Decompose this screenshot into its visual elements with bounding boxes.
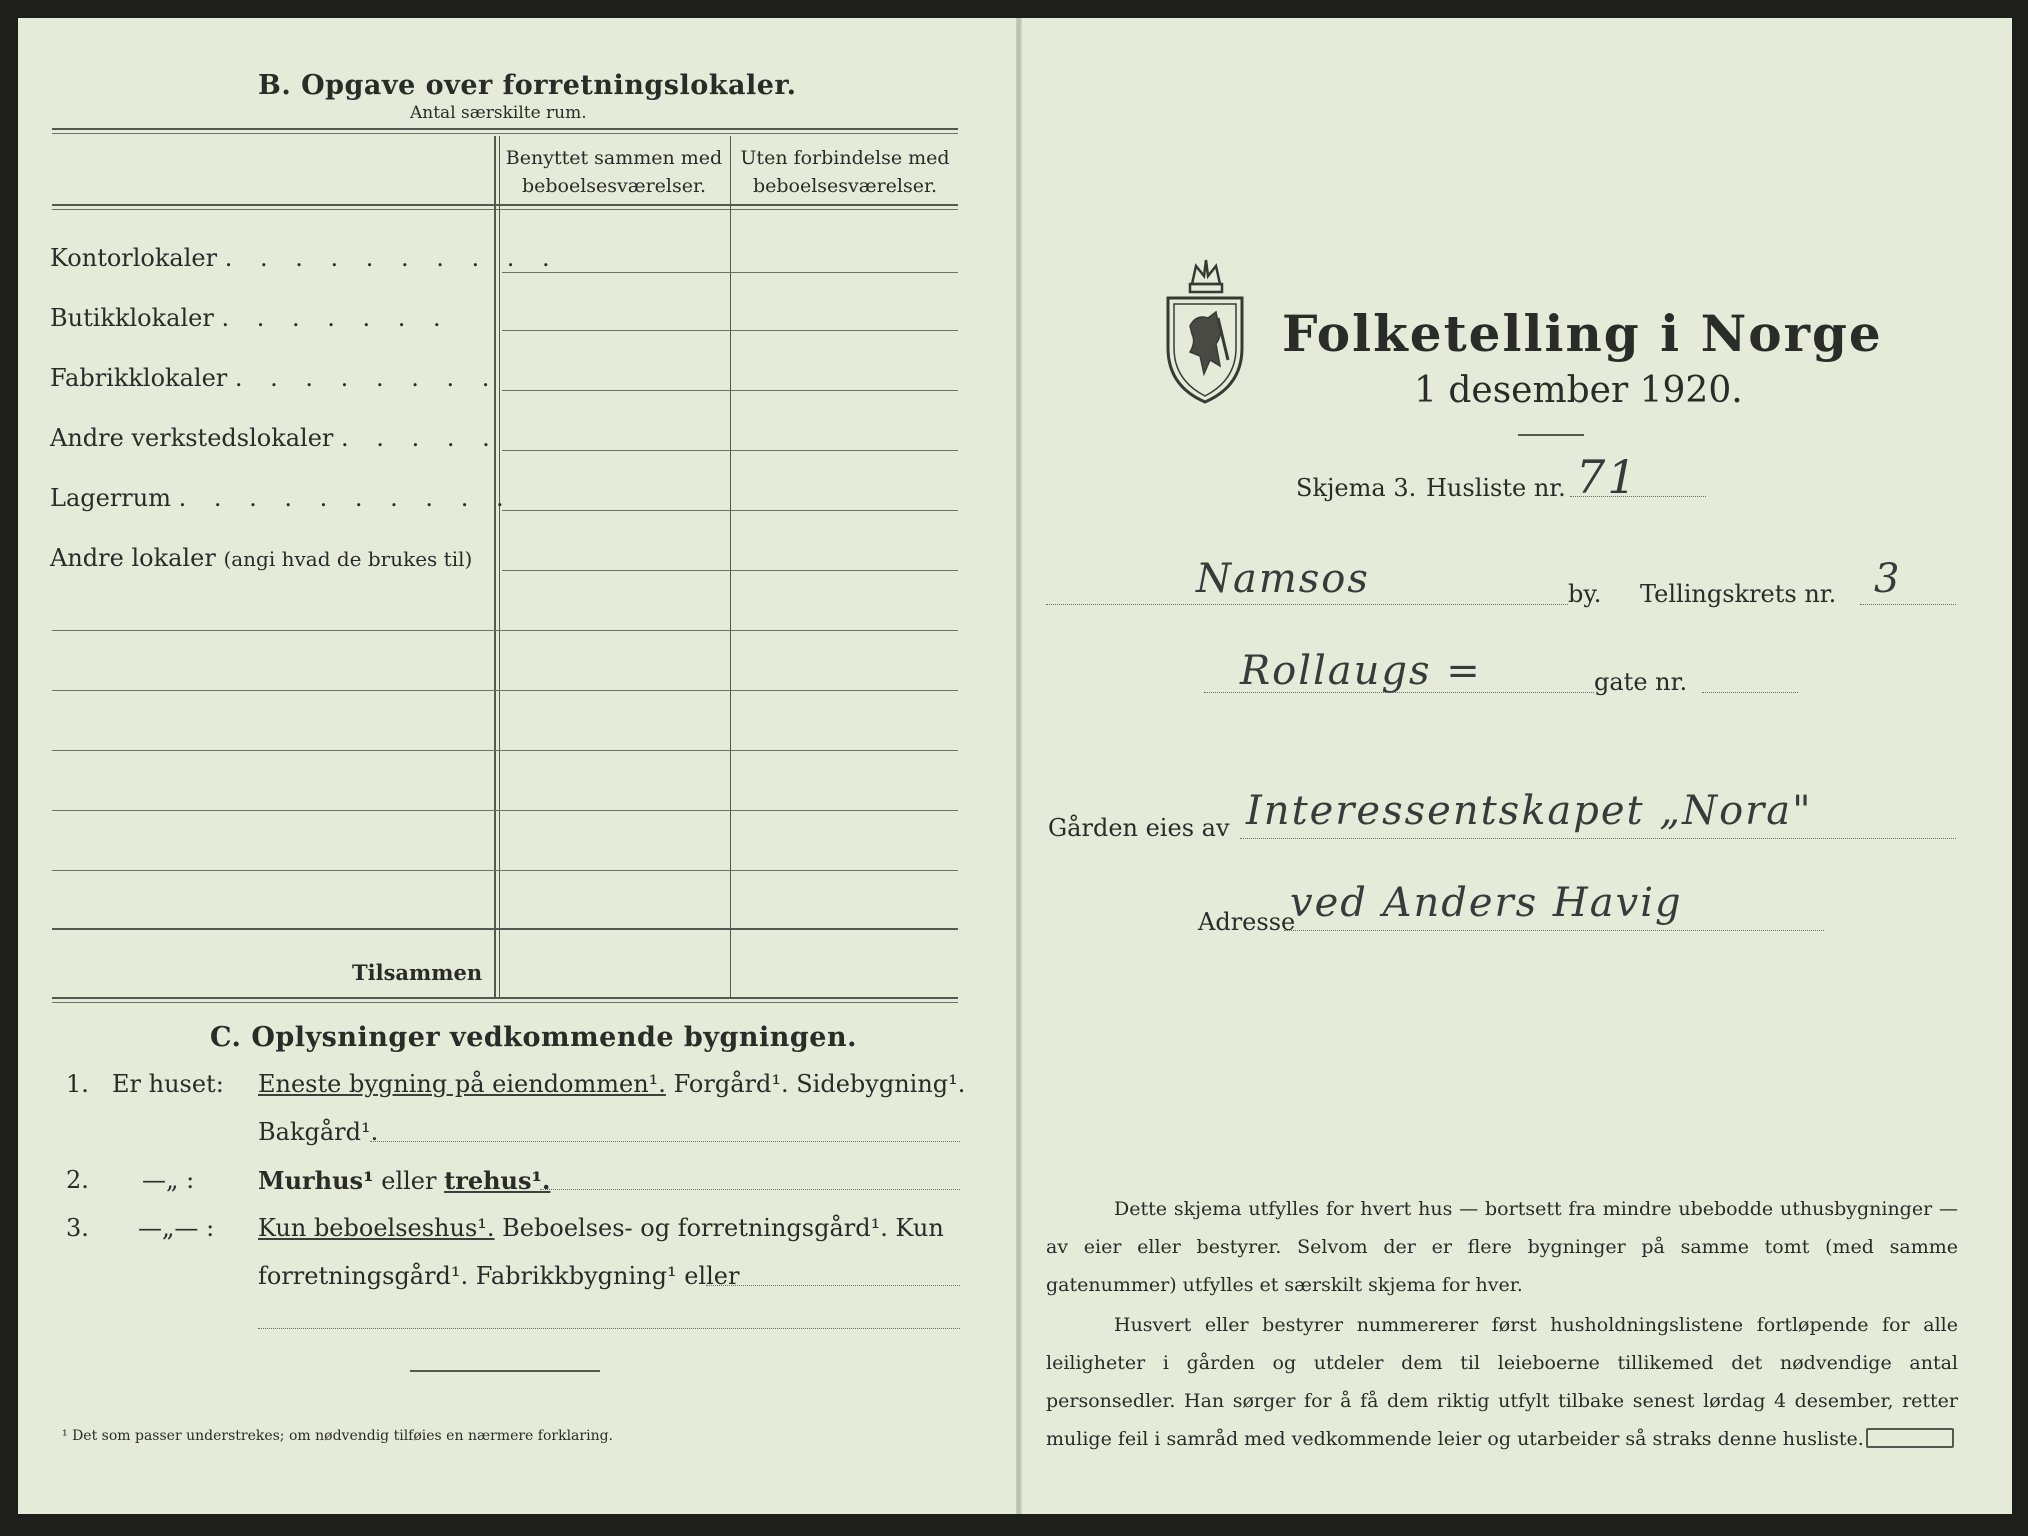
total-top-rule bbox=[52, 928, 958, 930]
address-line bbox=[1284, 930, 1824, 931]
question-3-number: 3. bbox=[66, 1214, 89, 1242]
street-name: Rollaugs = bbox=[1240, 648, 1482, 694]
street-line bbox=[1204, 692, 1594, 693]
street-label: gate nr. bbox=[1594, 668, 1688, 696]
address-value: ved Anders Havig bbox=[1290, 880, 1683, 926]
row-kontorlokaler: Kontorlokaler . . . . . . . . . . bbox=[50, 244, 560, 272]
total-bottom-rule bbox=[52, 997, 958, 999]
town-line bbox=[1046, 604, 1568, 605]
question-1-option-bakgard: Bakgård¹. bbox=[258, 1118, 379, 1146]
answer-line bbox=[258, 1328, 960, 1329]
instructions-paragraph-2: Husvert eller bestyrer nummererer først husholdningslistene fortløpende for alle leiligheter i gården og utdeler dem til leieboerne tillikemed det nødvendige antal personsedler. Han sørger for å få dem riktig utfylt tilbake senest lørdag 4 desember, retter mulige feil i samråd med vedkommende leier og utarbeider så straks denne husliste. bbox=[1046, 1314, 1958, 1450]
row-fabrikklokaler: Fabrikklokaler . . . . . . . . bbox=[50, 364, 500, 392]
instructions-paragraph-1: Dette skjema utfylles for hvert hus — bortsett fra mindre ubebodde uthusbygninger — av eier eller bestyrer. Selvom der er flere bygninger på samme tomt (med samme gatenummer) utfylles et særskilt skjema for hver. bbox=[1046, 1198, 1958, 1296]
cell-rule bbox=[502, 450, 958, 451]
cell-rule bbox=[502, 570, 958, 571]
section-b-title: B. Opgave over forretningslokaler. bbox=[258, 70, 797, 101]
row-butikklokaler: Butikklokaler . . . . . . . bbox=[50, 304, 451, 332]
town-name: Namsos bbox=[1196, 556, 1370, 602]
question-2-number: 2. bbox=[66, 1166, 89, 1194]
district-number: 3 bbox=[1874, 556, 1902, 602]
section-b-subtitle: Antal særskilte rum. bbox=[410, 103, 587, 123]
blank-row-rule bbox=[52, 690, 958, 691]
printer-mark bbox=[1866, 1428, 1954, 1448]
page-title: Folketelling i Norge bbox=[1282, 304, 1883, 363]
owner-label: Gården eies av bbox=[1048, 814, 1230, 842]
table-top-rule bbox=[52, 128, 958, 130]
schema-label: Skjema 3. bbox=[1296, 474, 1417, 502]
row-andre-verkstedslokaler: Andre verkstedslokaler . . . . . bbox=[50, 424, 500, 452]
street-number-line bbox=[1702, 692, 1798, 693]
question-3-options-cont: forretningsgård¹. Fabrikkbygning¹ eller bbox=[258, 1262, 740, 1290]
blank-row-rule bbox=[52, 870, 958, 871]
district-line bbox=[1860, 604, 1956, 605]
answer-line bbox=[370, 1141, 960, 1142]
row-lagerrum: Lagerrum . . . . . . . . . . bbox=[50, 484, 514, 512]
owner-line bbox=[1240, 838, 1956, 839]
column-header-without-rooms: Uten forbindelse med beboelsesværelser. bbox=[740, 147, 950, 197]
row-andre-lokaler: Andre lokaler (angi hvad de brukes til) bbox=[50, 544, 473, 572]
closing-rule bbox=[410, 1370, 600, 1372]
total-label: Tilsammen bbox=[352, 960, 483, 985]
page-fold bbox=[1016, 18, 1022, 1514]
section-c-title: C. Oplysninger vedkommende bygningen. bbox=[210, 1022, 857, 1053]
blank-row-rule bbox=[52, 750, 958, 751]
census-date: 1 desember 1920. bbox=[1414, 370, 1743, 411]
title-rule bbox=[1518, 434, 1584, 436]
husliste-label: Husliste nr. bbox=[1426, 474, 1566, 502]
blank-row-rule bbox=[52, 810, 958, 811]
town-label: by. bbox=[1568, 580, 1602, 608]
cell-rule bbox=[502, 390, 958, 391]
norwegian-coat-of-arms bbox=[1160, 256, 1250, 410]
district-label: Tellingskrets nr. bbox=[1640, 580, 1837, 608]
column-header-with-rooms: Benyttet sammen med beboelsesværelser. bbox=[505, 147, 723, 197]
table-divider-2 bbox=[730, 136, 731, 998]
question-2-ditto: —„ : bbox=[142, 1166, 195, 1194]
question-2-options: Murhus¹ eller trehus¹. bbox=[258, 1166, 551, 1195]
cell-rule bbox=[502, 510, 958, 511]
owner-name: Interessentskapet „Nora" bbox=[1246, 788, 1813, 834]
footnote: ¹ Det som passer understrekes; om nødvendig tilføies en nærmere forklaring. bbox=[62, 1428, 614, 1444]
question-1-label: Er huset: bbox=[112, 1070, 224, 1098]
answer-line bbox=[706, 1285, 960, 1286]
address-label: Adresse bbox=[1198, 908, 1296, 936]
husliste-line bbox=[1570, 496, 1706, 497]
cell-rule bbox=[502, 272, 958, 273]
table-header-rule bbox=[52, 204, 958, 206]
question-3-options: Kun beboelseshus¹. Beboelses- og forretningsgård¹. Kun bbox=[258, 1214, 944, 1242]
blank-row-rule bbox=[52, 630, 958, 631]
husliste-number: 71 bbox=[1576, 450, 1639, 504]
question-1-number: 1. bbox=[66, 1070, 89, 1098]
answer-line bbox=[540, 1189, 960, 1190]
question-3-ditto: —„— : bbox=[138, 1214, 215, 1242]
question-1-options: Eneste bygning på eiendommen¹. Forgård¹. Sidebygning¹. bbox=[258, 1070, 966, 1098]
cell-rule bbox=[502, 330, 958, 331]
